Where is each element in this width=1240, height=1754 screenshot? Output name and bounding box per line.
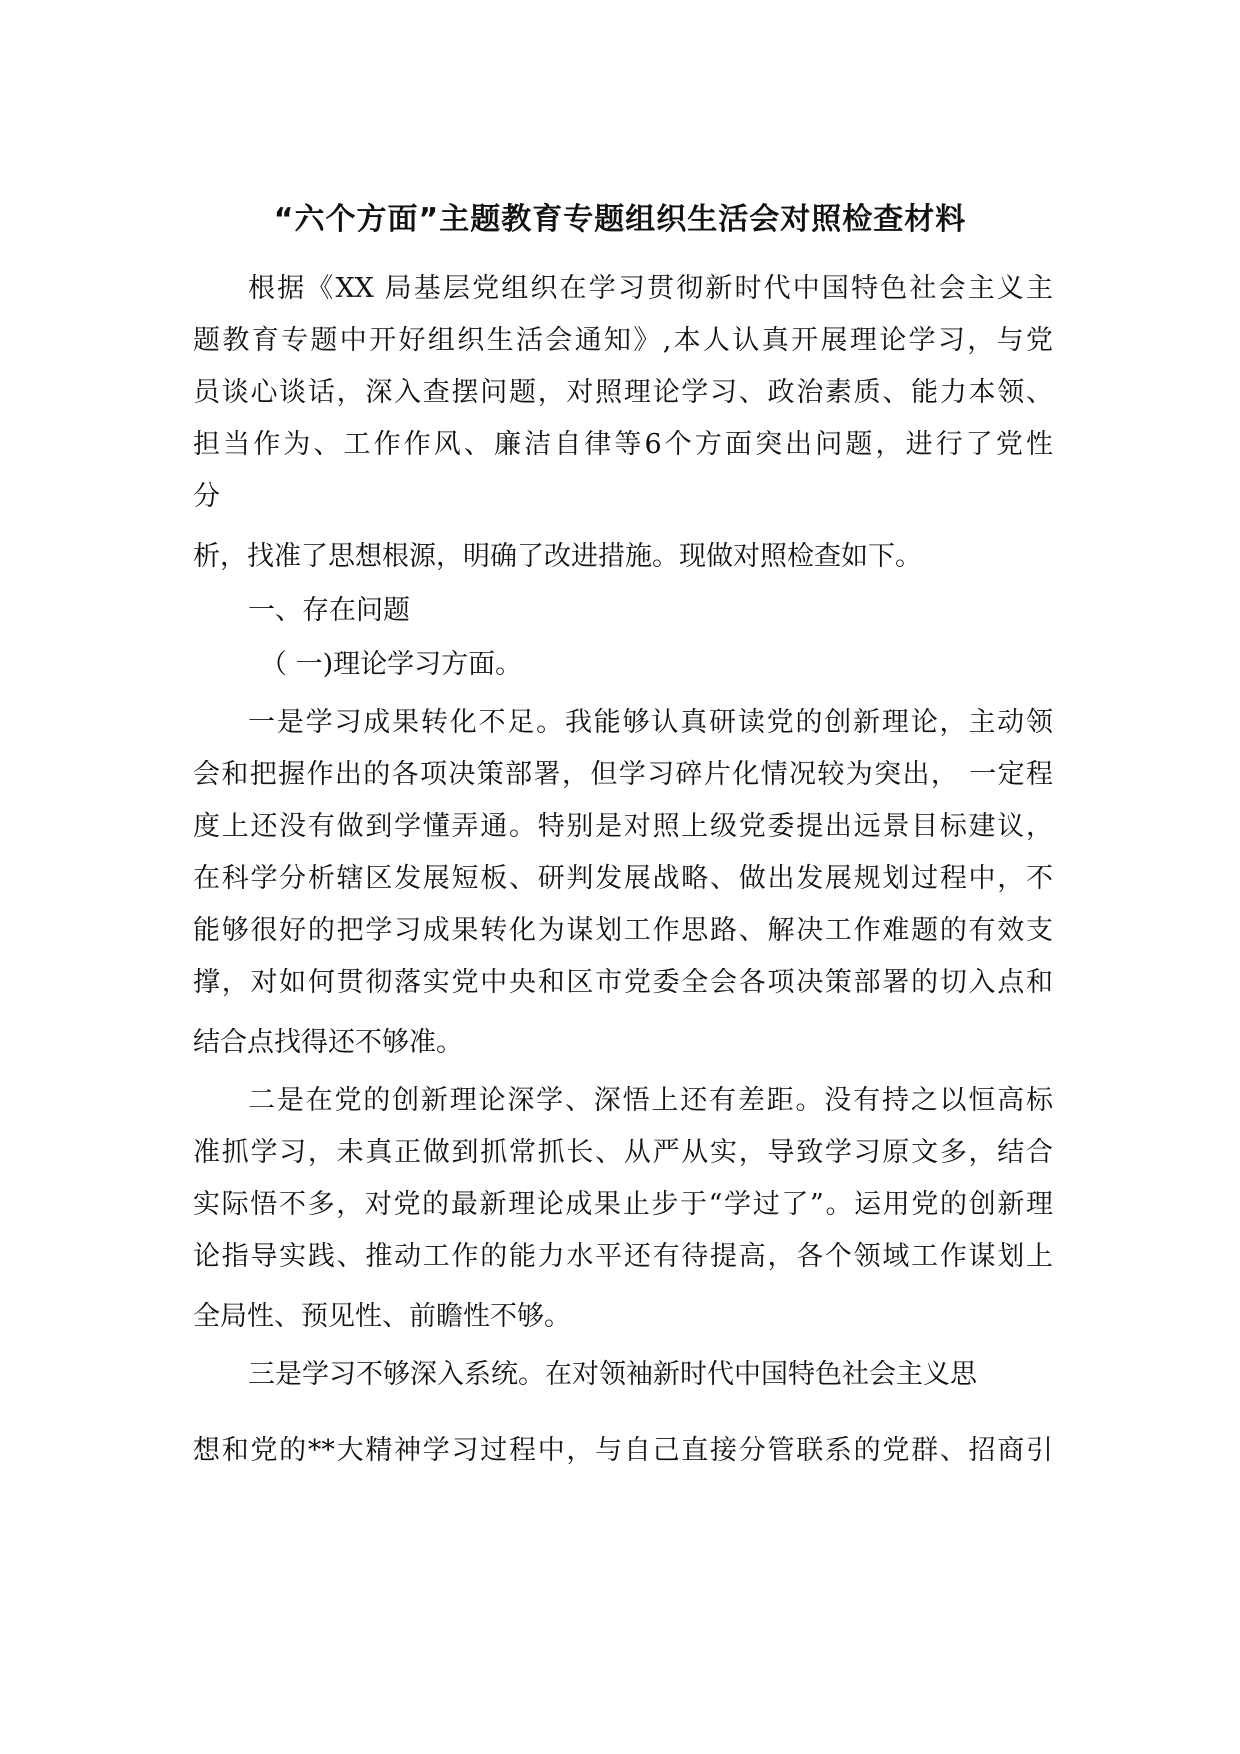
paragraph1-line-2: 会和把握作出的各项决策部署，但学习碎片化情况较为突出， 一定程 <box>193 759 1053 790</box>
intro-line-1: 根据《XX 局基层党组织在学习贯彻新时代中国特色社会主义主 <box>248 273 1053 304</box>
intro-line-5: 分 <box>193 481 220 512</box>
paragraph1-line-5: 能够很好的把学习成果转化为谋划工作思路、解决工作难题的有效支 <box>193 915 1053 946</box>
paragraph3-line-2: 想和党的**大精神学习过程中，与自己直接分管联系的党群、招商引 <box>193 1435 1053 1466</box>
paragraph2-line-1: 二是在党的创新理论深学、深悟上还有差距。没有持之以恒高标 <box>248 1085 1053 1116</box>
paragraph1-line-3: 度上还没有做到学懂弄通。特别是对照上级党委提出远景目标建议， <box>193 811 1053 842</box>
paragraph2-line-5: 全局性、预见性、前瞻性不够。 <box>193 1301 571 1332</box>
document-title: “六个方面”主题教育专题组织生活会对照检查材料 <box>273 202 967 237</box>
paragraph2-line-4: 论指导实践、推动工作的能力水平还有待提高，各个领域工作谋划上 <box>193 1241 1053 1272</box>
subsection-heading: （ 一)理论学习方面。 <box>260 649 523 680</box>
paragraph2-line-2: 准抓学习，未真正做到抓常抓长、从严从实，导致学习原文多，结合 <box>193 1137 1053 1168</box>
paragraph1-line-7: 结合点找得还不够准。 <box>193 1027 463 1058</box>
intro-line-6: 析，找准了思想根源，明确了改进措施。现做对照检查如下。 <box>193 541 922 572</box>
paragraph2-line-3: 实际悟不多，对党的最新理论成果止步于“学过了”。运用党的创新理 <box>193 1189 1053 1220</box>
intro-line-4: 担当作为、工作作风、廉洁自律等6个方面突出问题，进行了党性 <box>193 429 1053 460</box>
paragraph1-line-1: 一是学习成果转化不足。我能够认真研读党的创新理论，主动领 <box>248 707 1053 738</box>
paragraph1-line-6: 撑，对如何贯彻落实党中央和区市党委全会各项决策部署的切入点和 <box>193 967 1053 998</box>
intro-line-3: 员谈心谈话，深入查摆问题，对照理论学习、政治素质、能力本领、 <box>193 377 1053 408</box>
intro-line-2: 题教育专题中开好组织生活会通知》,本人认真开展理论学习，与党 <box>193 325 1053 356</box>
paragraph3-line-1: 三是学习不够深入系统。在对领袖新时代中国特色社会主义思 <box>248 1359 977 1390</box>
paragraph1-line-4: 在科学分析辖区发展短板、研判发展战略、做出发展规划过程中，不 <box>193 863 1053 894</box>
section-heading: 一、存在问题 <box>248 595 410 626</box>
